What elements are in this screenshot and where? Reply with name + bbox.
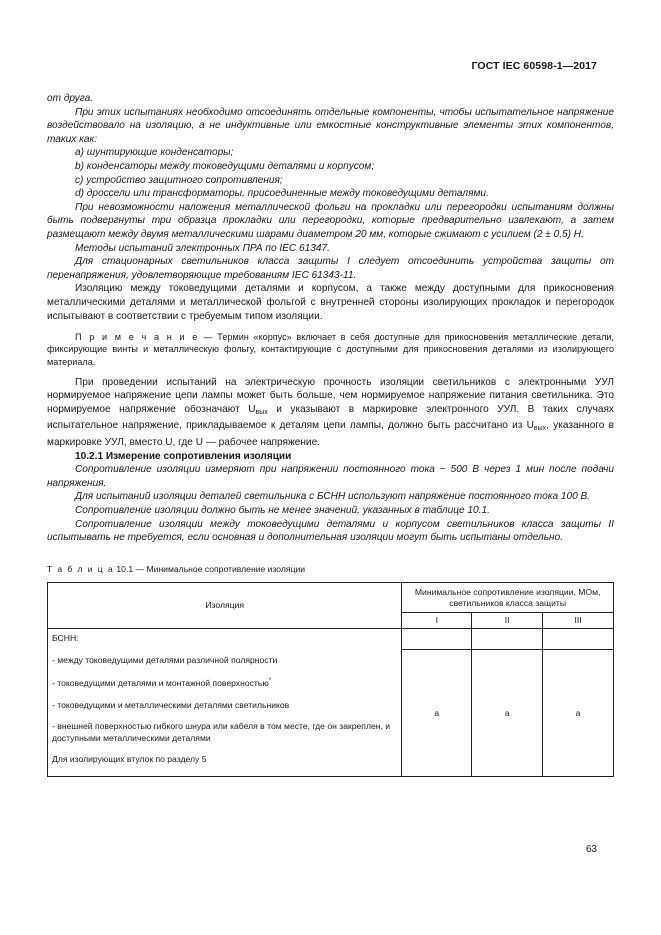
table-row: БСНН: bbox=[52, 633, 79, 644]
col-header-insulation: Изоляция bbox=[48, 583, 402, 629]
table-caption bbox=[47, 563, 614, 577]
table-rows-cell bbox=[48, 629, 402, 777]
page-number: 63 bbox=[585, 844, 597, 855]
table-row: Для изолирующих втулок по разделу 5 bbox=[52, 754, 207, 765]
value-cell bbox=[472, 629, 543, 777]
paragraph: Методы испытаний электронных ПРА по IEC 61347. bbox=[75, 242, 330, 254]
value-text: a bbox=[504, 707, 510, 718]
class-header: III bbox=[543, 613, 614, 629]
value-block bbox=[543, 649, 613, 776]
value-cell bbox=[543, 629, 614, 777]
document-code: ГОСТ IEC 60598-1—2017 bbox=[471, 60, 597, 72]
list-item: b) конденсаторы между токоведущими деталями и корпусом; bbox=[75, 160, 375, 172]
section-heading: 10.2.1 Измерение сопротивления изоляции bbox=[75, 450, 292, 462]
class-header: I bbox=[402, 613, 472, 629]
note bbox=[47, 331, 614, 368]
paragraph: При этих испытаниях необходимо отсоединять отдельные компоненты, чтобы испытательное напряжение воздействовало на изоляцию, а не индуктивные или емкостные конструктивные элементы этих компонентов, таких как: bbox=[47, 106, 614, 145]
table-row: - между токоведущими деталями различной полярности bbox=[52, 654, 278, 665]
caption-text: 10.1 — Минимальное сопротивление изоляции bbox=[114, 563, 306, 574]
col-header-resistance: Минимальное сопротивление изоляции, МОм, светильников класса защиты bbox=[402, 583, 614, 613]
page-body bbox=[47, 92, 614, 777]
text-run: , указанного в маркировке УУЛ, вместо U, где U — рабочее напряжение. bbox=[47, 420, 614, 449]
footnote-mark: * bbox=[268, 678, 272, 685]
paragraph: Сопротивление изоляции между токоведущими деталями и корпусом светильников класса защиты II испытывать не требуется, если основная и дополнительная изоляции могут быть испытаны отдельно. bbox=[47, 518, 614, 544]
table-row: - токоведущими и металлическими деталями светильников bbox=[52, 699, 290, 710]
table-row: - внешней поверхностью гибкого шнура или кабеля в том месте, где он закреплен, и доступными металлическими деталями bbox=[52, 721, 391, 743]
value-block bbox=[402, 649, 471, 776]
value-text: a bbox=[575, 707, 581, 718]
paragraph: Сопротивление изоляции должно быть не менее значений, указанных в таблице 10.1. bbox=[75, 505, 490, 517]
subscript: вых bbox=[255, 408, 268, 416]
paragraph: Для стационарных светильников класса защиты I следует отсоединить устройства защиты от перенапряжения, удовлетворяющие требованиям IEC 61343-11. bbox=[47, 256, 614, 281]
value-text: a bbox=[434, 707, 440, 718]
paragraph: Для испытаний изоляции деталей светильника с БСНН используют напряжение постоянного тока 100 В. bbox=[75, 491, 591, 503]
list-item: c) устройство защитного сопротивления; bbox=[75, 174, 283, 186]
value-cell bbox=[402, 629, 472, 777]
class-header: II bbox=[472, 613, 543, 629]
paragraph: При невозможности наложения металлической фольги на прокладки или перегородки испытаниям должны быть подвергнуты три образца прокладки или перегородки, которые предварительно извлекают, а затем размещают между двумя металлическими шарами диаметром 20 мм, которые сжимают с усилием (2 ± 0,5) Н. bbox=[47, 201, 614, 240]
caption-label: Т а б л и ц а bbox=[47, 563, 114, 574]
paragraph bbox=[47, 376, 614, 450]
note-label: П р и м е ч а н и е bbox=[75, 332, 199, 343]
text-run: При проведении испытаний на электрическую прочность изоляции светильников с электронными УУЛ нормируемое напряжение цепи лампы может быть больше, чем нормируемое напряжение питания светильника. Это нормируемое напряжение обозначают U bbox=[47, 376, 614, 415]
paragraph: Изоляцию между токоведущими деталями и корпусом, а также между доступными для прикосновения металлическими деталями и металлической фольгой с внутренней стороны изолирующих прокладок и перегородок испытывают в соответствии с требуемым типом изоляции. bbox=[47, 283, 614, 322]
list-item: d) дроссели или трансформаторы, присоединенные между токоведущими деталями. bbox=[75, 188, 489, 200]
paragraph: от друга. bbox=[47, 93, 94, 104]
list-item: a) шунтирующие конденсаторы; bbox=[75, 147, 234, 159]
paragraph: Сопротивление изоляции измеряют при напряжении постоянного тока ~ 500 В через 1 мин после подачи напряжения. bbox=[47, 464, 614, 489]
value-block bbox=[472, 649, 542, 776]
note-text: — Термин «корпус» включает в себя доступные для прикосновения металлические детали, фиксирующие винты и металлическую фольгу, контактирующие с доступными для прикосновения деталями из изолирующего материала. bbox=[47, 332, 614, 367]
row-text: - токоведущими деталями и монтажной поверхностью bbox=[52, 678, 269, 689]
insulation-table bbox=[47, 582, 614, 777]
table-row bbox=[52, 676, 397, 689]
subscript: вых bbox=[533, 425, 547, 433]
text-run: и указывают в маркировке электронного УУЛ. В таких случаях испытательное напряжение, прикладываемое к деталям цепи лампы, должно быть рассчитано из U bbox=[47, 403, 614, 432]
